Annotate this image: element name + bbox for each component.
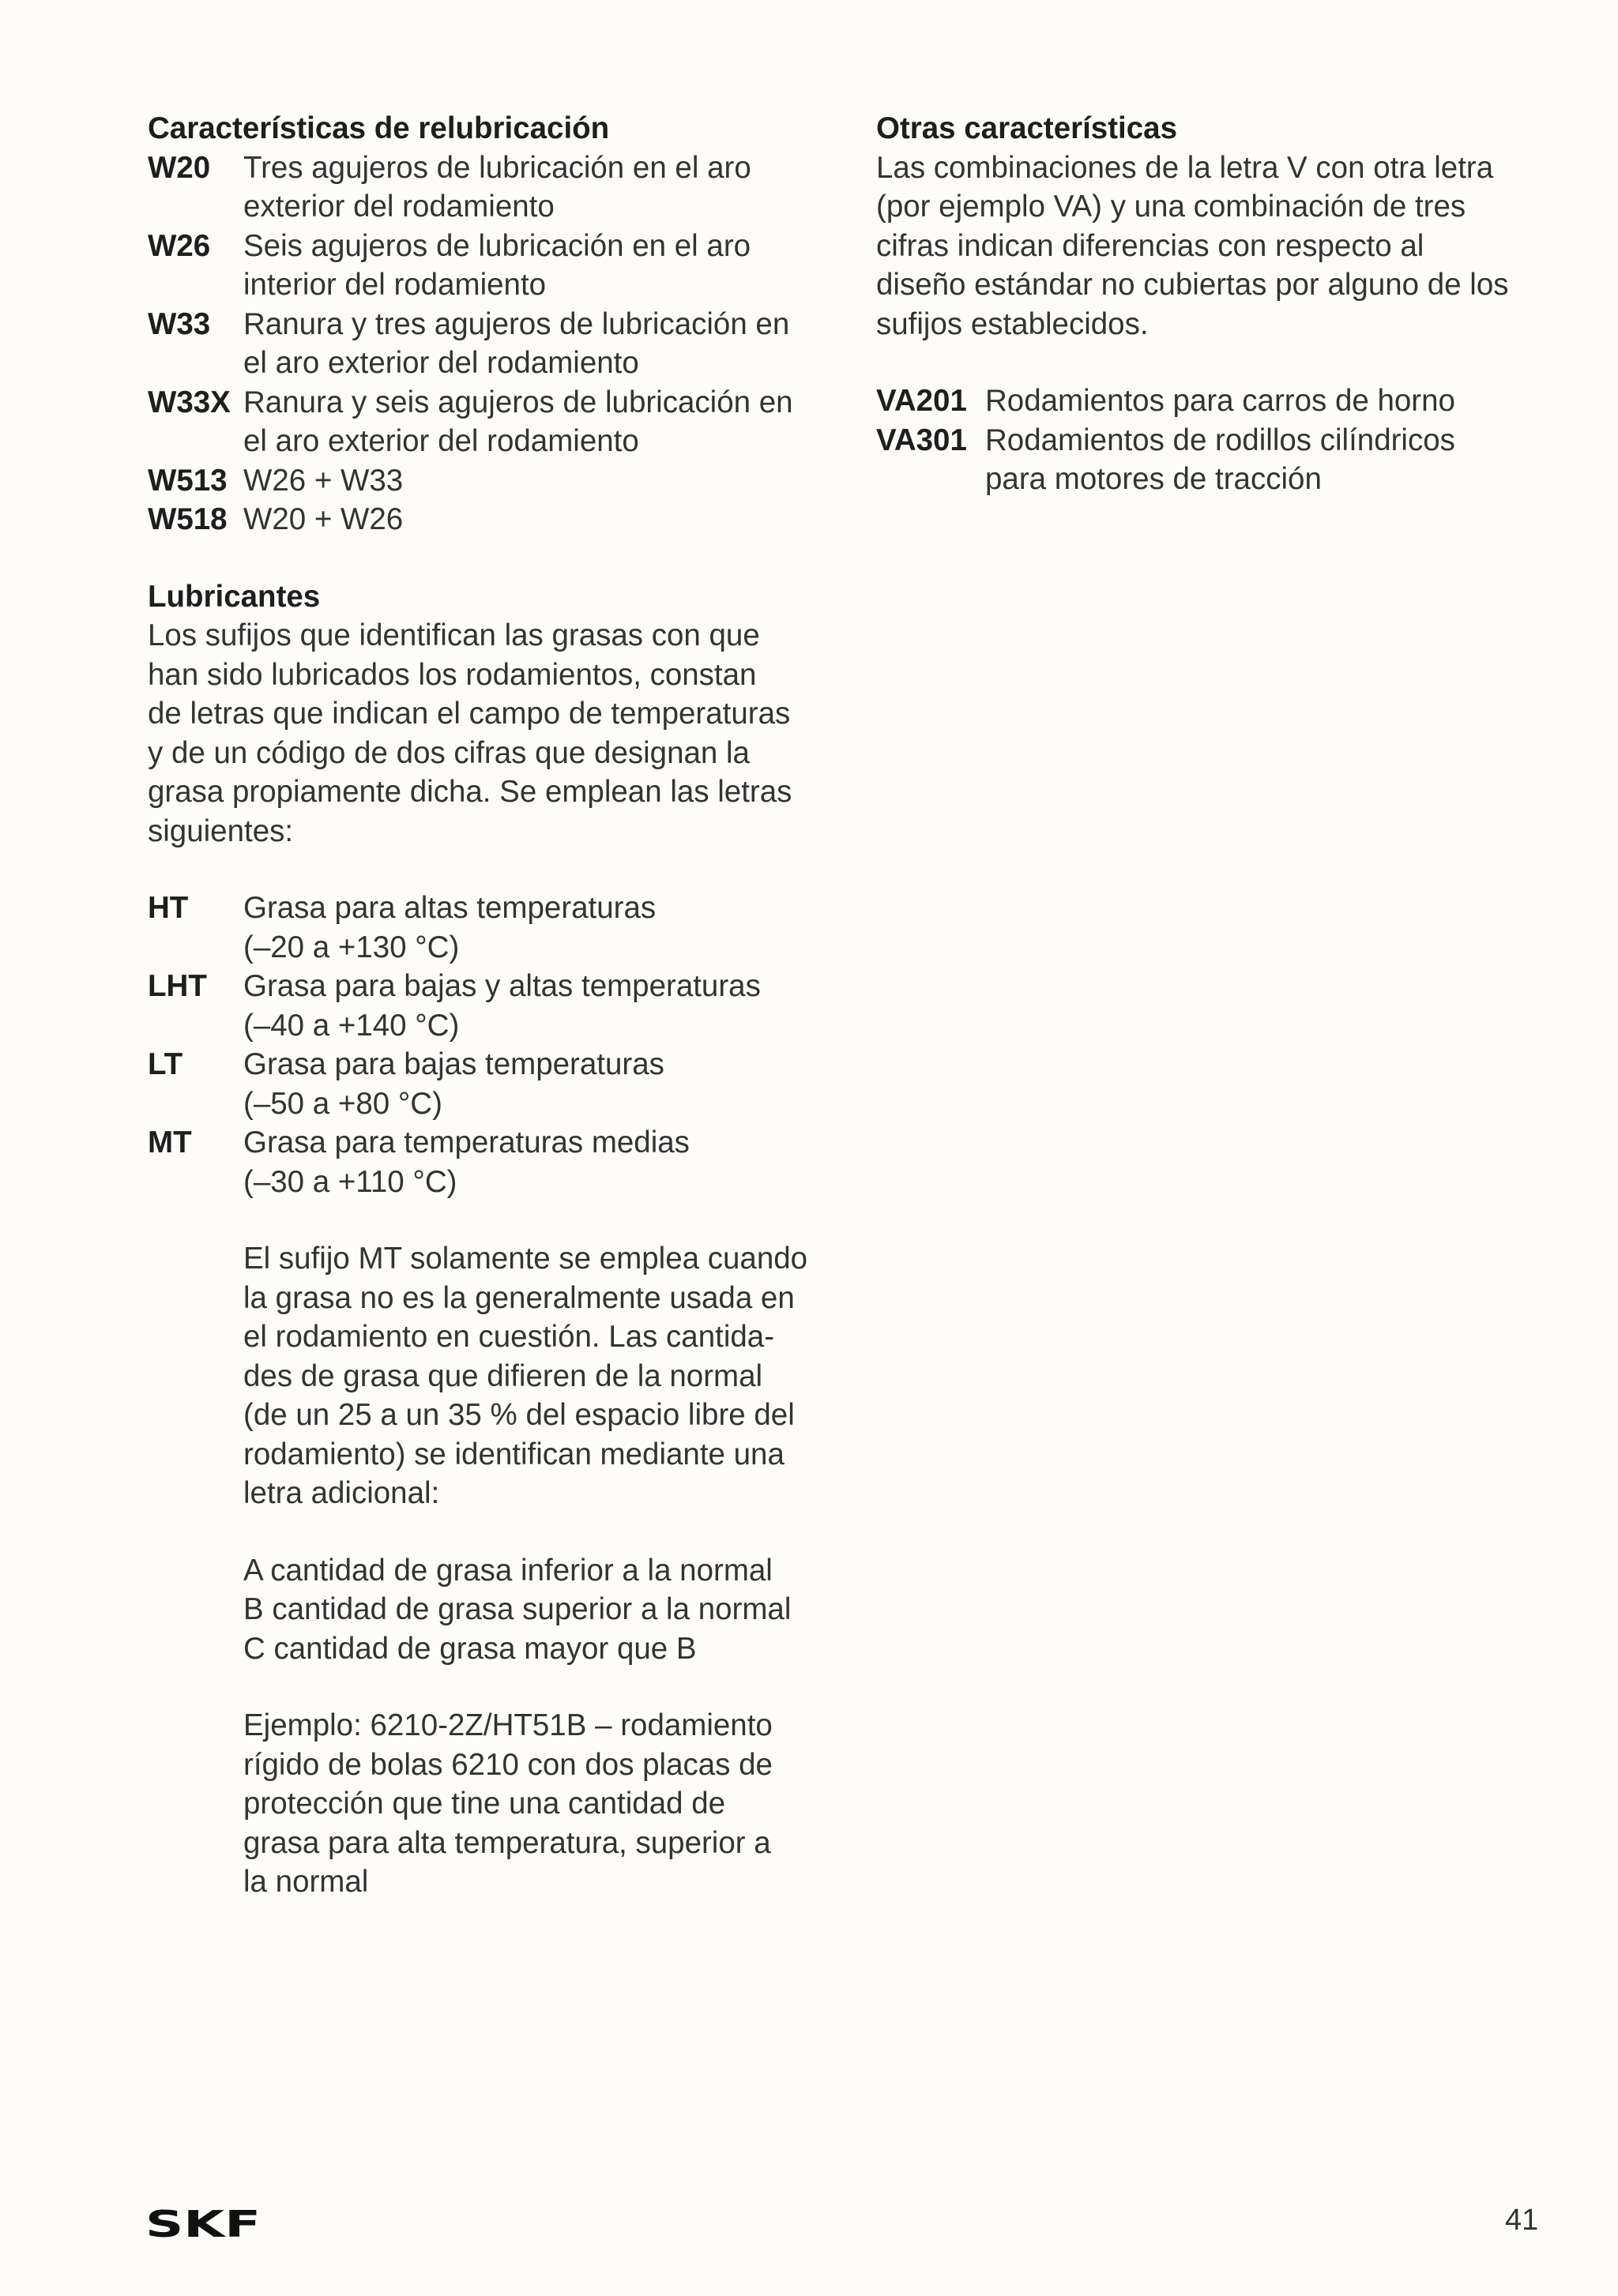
relubrication-description-line: W26 + W33	[243, 463, 404, 498]
other-features-intro-line: (por ejemplo VA) y una combinación de tres	[876, 190, 1466, 224]
example-line: rígido de bolas 6210 con dos placas de	[243, 1747, 773, 1782]
relubrication-code: W20	[148, 150, 211, 185]
grease-description-line: Grasa para bajas y altas temperaturas	[243, 969, 761, 1003]
relubrication-description-line: interior del rodamiento	[243, 268, 547, 302]
grease-description-line: Grasa para temperaturas medias	[243, 1125, 690, 1159]
relubrication-description	[243, 383, 843, 461]
mt-note-paragraph	[243, 1239, 843, 1513]
example-paragraph	[243, 1706, 843, 1902]
quantity-letter-line: B cantidad de grasa superior a la normal	[243, 1592, 792, 1626]
special-design-description-line: Rodamientos de rodillos cilíndricos	[985, 423, 1455, 457]
special-design-description-line: para motores de tracción	[985, 462, 1322, 496]
mt-note-line: el rodamiento en cuestión. Las cantida-	[243, 1320, 775, 1354]
skf-logo	[145, 2204, 264, 2243]
lubricants-heading: Lubricantes	[148, 579, 321, 614]
grease-item	[148, 889, 843, 967]
page-number: 41	[1505, 2204, 1539, 2237]
relubrication-heading: Características de relubricación	[148, 111, 610, 145]
mt-note-line: des de grasa que difieren de la normal	[243, 1358, 763, 1393]
relubrication-item	[148, 500, 843, 539]
relubrication-description	[243, 227, 843, 305]
other-features-intro-line: diseño estándar no cubiertas por alguno de los	[876, 268, 1509, 302]
left-column	[148, 109, 843, 1902]
mt-note-line: rodamiento) se identifican mediante una	[243, 1437, 785, 1471]
relubrication-code: W33X	[148, 385, 231, 419]
relubrication-description-line: el aro exterior del rodamiento	[243, 346, 639, 380]
quantity-letter-line: A cantidad de grasa inferior a la normal	[243, 1553, 773, 1588]
grease-description-line: (–20 a +130 °C)	[243, 930, 460, 964]
relubrication-item	[148, 461, 843, 501]
relubrication-description	[243, 148, 843, 227]
relubrication-description-line: Ranura y seis agujeros de lubricación en	[243, 385, 793, 419]
relubrication-code: W513	[148, 463, 228, 498]
grease-code: LHT	[148, 969, 207, 1003]
grease-description-line: (–30 a +110 °C)	[243, 1164, 457, 1199]
relubrication-description-line: W20 + W26	[243, 502, 404, 536]
relubrication-description	[243, 500, 843, 539]
lubricants-intro-line: siguientes:	[148, 814, 294, 848]
grease-description-line: Grasa para altas temperaturas	[243, 891, 657, 925]
grease-description	[243, 1123, 843, 1201]
other-features-list	[876, 381, 1548, 499]
relubrication-item	[148, 148, 843, 227]
special-design-description	[985, 421, 1548, 499]
special-design-item	[876, 381, 1548, 421]
relubrication-description-line: Tres agujeros de lubricación en el aro	[243, 150, 751, 185]
example-line: grasa para alta temperatura, superior a	[243, 1825, 771, 1860]
lubricants-list	[148, 889, 843, 1201]
lubricants-intro-line: grasa propiamente dicha. Se emplean las letras	[148, 775, 792, 809]
lubricants-intro-line: Los sufijos que identifican las grasas con que	[148, 618, 760, 652]
grease-description	[243, 1045, 843, 1123]
grease-item	[148, 967, 843, 1045]
relubrication-description-line: exterior del rodamiento	[243, 190, 555, 224]
grease-description-line: (–40 a +140 °C)	[243, 1008, 460, 1043]
relubrication-description-line: Seis agujeros de lubricación en el aro	[243, 228, 751, 263]
lubricants-intro-line: y de un código de dos cifras que designan la	[148, 735, 750, 770]
mt-note-line: (de un 25 a un 35 % del espacio libre del	[243, 1398, 795, 1432]
other-features-intro	[876, 148, 1548, 344]
relubrication-description	[243, 461, 843, 501]
grease-item	[148, 1045, 843, 1123]
grease-code: HT	[148, 891, 189, 925]
special-design-description-line: Rodamientos para carros de horno	[985, 384, 1455, 418]
grease-description	[243, 889, 843, 967]
other-features-intro-line: Las combinaciones de la letra V con otra letra	[876, 150, 1494, 185]
example-line: protección que tine una cantidad de	[243, 1787, 726, 1821]
other-features-intro-line: sufijos establecidos.	[876, 306, 1149, 341]
relubrication-code: W518	[148, 502, 228, 536]
special-design-description	[985, 381, 1548, 421]
special-design-item	[876, 421, 1548, 499]
relubrication-item	[148, 305, 843, 383]
example-line: la normal	[243, 1865, 369, 1899]
relubrication-description-line: el aro exterior del rodamiento	[243, 424, 639, 458]
other-features-heading: Otras características	[876, 111, 1177, 145]
relubrication-description	[243, 305, 843, 383]
mt-note-line: El sufijo MT solamente se emplea cuando	[243, 1242, 808, 1276]
special-design-code: VA201	[876, 384, 967, 418]
grease-item	[148, 1123, 843, 1201]
grease-description-line: Grasa para bajas temperaturas	[243, 1047, 664, 1081]
grease-description-line: (–50 a +80 °C)	[243, 1086, 442, 1121]
relubrication-list	[148, 148, 843, 539]
mt-note-line: letra adicional:	[243, 1476, 440, 1510]
lubricants-intro-line: de letras que indican el campo de temperaturas	[148, 697, 791, 731]
special-design-code: VA301	[876, 423, 967, 457]
relubrication-item	[148, 227, 843, 305]
svg-text:SKF: SKF	[145, 2204, 261, 2243]
right-column	[876, 109, 1548, 499]
relubrication-description-line: Ranura y tres agujeros de lubricación en	[243, 306, 790, 341]
grease-code: LT	[148, 1047, 183, 1081]
quantity-letter-list	[243, 1551, 843, 1669]
mt-note-line: la grasa no es la generalmente usada en	[243, 1280, 795, 1315]
other-features-intro-line: cifras indican diferencias con respecto al	[876, 228, 1424, 263]
relubrication-code: W33	[148, 306, 211, 341]
relubrication-code: W26	[148, 228, 211, 263]
lubricants-intro	[148, 616, 843, 851]
example-line: Ejemplo: 6210-2Z/HT51B – rodamiento	[243, 1708, 773, 1742]
quantity-letter-line: C cantidad de grasa mayor que B	[243, 1631, 697, 1666]
grease-code: MT	[148, 1125, 192, 1159]
relubrication-item	[148, 383, 843, 461]
grease-description	[243, 967, 843, 1045]
lubricants-intro-line: han sido lubricados los rodamientos, constan	[148, 657, 757, 692]
